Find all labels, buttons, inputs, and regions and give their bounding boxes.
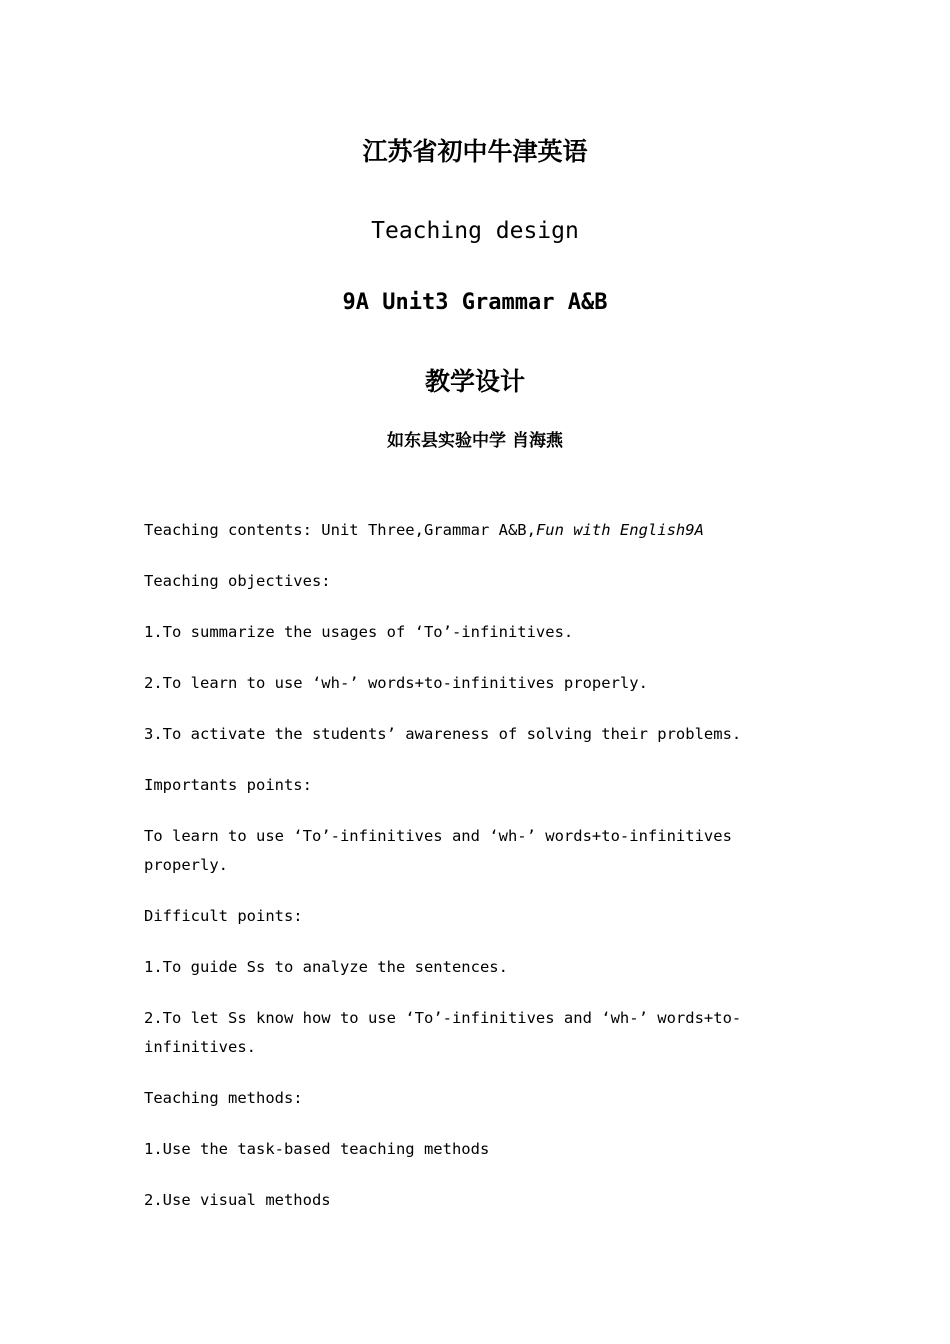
objective-item: 3.To activate the students’ awareness of solving their problems.	[144, 725, 742, 743]
subtitle-teaching-design: Teaching design	[371, 218, 579, 244]
objective-item: 2.To learn to use ‘wh-’ words+to-infinitives properly.	[144, 674, 648, 692]
title-design-chinese: 教学设计	[424, 367, 525, 396]
difficult-point-item: 1.To guide Ss to analyze the sentences.	[144, 958, 508, 976]
teaching-contents	[144, 516, 794, 545]
title-chinese: 江苏省初中牛津英语	[362, 137, 588, 166]
difficult-points-heading: Difficult points:	[144, 907, 303, 925]
methods-heading: Teaching methods:	[144, 1089, 303, 1107]
objectives-heading: Teaching objectives:	[144, 572, 331, 590]
teaching-contents-prefix: Teaching contents: Unit Three,Grammar A&B,	[144, 521, 536, 539]
unit-title: 9A Unit3 Grammar A&B	[342, 290, 608, 315]
important-points-heading: Importants points:	[144, 776, 312, 794]
important-points-text: To learn to use ‘To’-infinitives and ‘wh-’ words+to-infinitives properly.	[144, 827, 742, 874]
author-line: 如东县实验中学 肖海燕	[387, 431, 563, 451]
method-item: 1.Use the task-based teaching methods	[144, 1140, 490, 1158]
difficult-point-item: 2.To let Ss know how to use ‘To’-infinitives and ‘wh-’ words+to-infinitives.	[144, 1009, 742, 1056]
method-item: 2.Use visual methods	[144, 1191, 331, 1209]
objective-item: 1.To summarize the usages of ‘To’-infinitives.	[144, 623, 574, 641]
teaching-contents-book: Fun with English9A	[535, 521, 704, 539]
